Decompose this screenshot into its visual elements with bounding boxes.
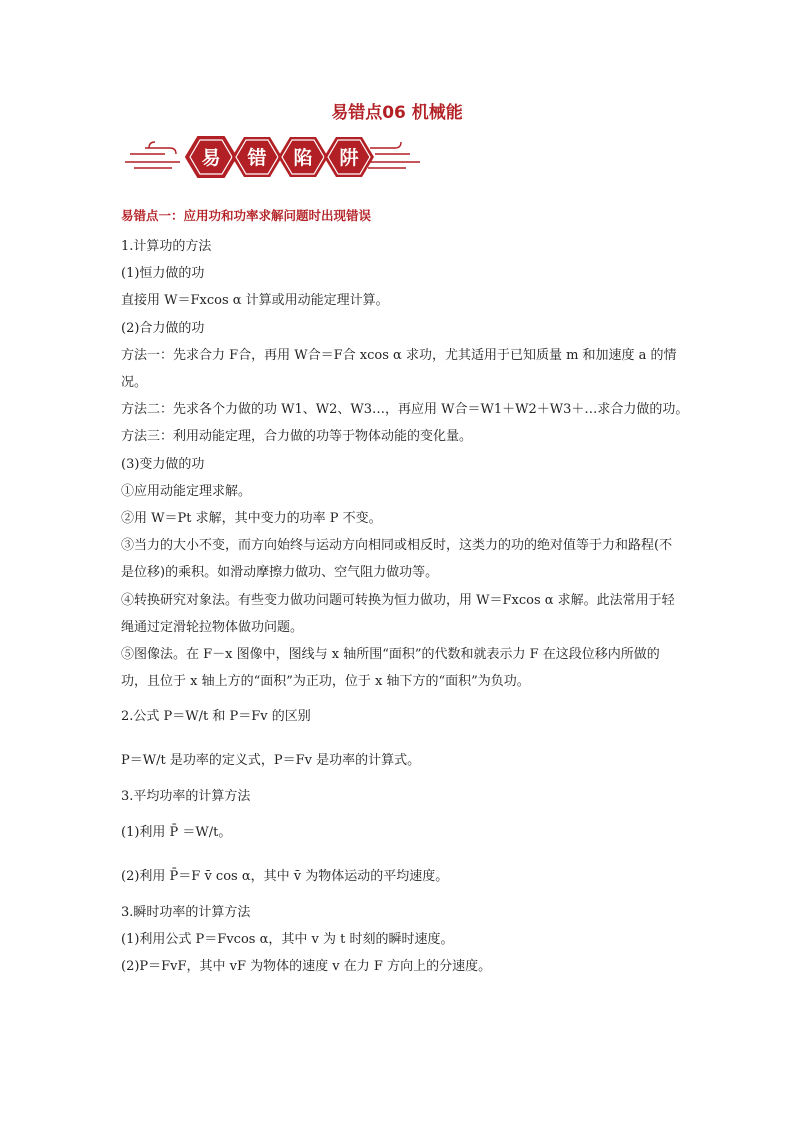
- text-line: 方法三：利用动能定理，合力做的功等于物体动能的变化量。: [121, 429, 473, 445]
- text-line: 3.瞬时功率的计算方法: [121, 904, 251, 920]
- text-line: (2)利用 P̄＝F v̄ cos α，其中 v̄ 为物体运动的平均速度。: [121, 868, 449, 884]
- text-paragraph: ④转换研究对象法。有些变力做功问题可转换为恒力做功，用 W＝Fxcos α 求解。此法常用于轻绳通过定滑轮拉物体做功问题。: [121, 592, 675, 635]
- text-paragraph: ③当力的大小不变，而方向始终与运动方向相同或相反时，这类力的功的绝对值等于力和路程(不是位移)的乘积。如滑动摩擦力做功、空气阻力做功等。: [121, 538, 673, 581]
- text-line: ②用 W＝Pt 求解，其中变力的功率 P 不变。: [121, 511, 382, 527]
- text-line: 1.计算功的方法: [121, 239, 212, 254]
- text-line: P＝W/t 是功率的定义式，P＝Fv 是功率的计算式。: [121, 753, 421, 769]
- text-line: (2)P＝FvF，其中 vF 为物体的速度 v 在力 F 方向上的分速度。: [121, 959, 492, 975]
- text-line: 2.公式 P＝W/t 和 P＝Fv 的区别: [121, 709, 311, 725]
- text-line: 直接用 W＝Fxcos α 计算或用动能定理计算。: [121, 293, 389, 309]
- banner-char-4: 阱: [339, 147, 359, 169]
- text-line: 3.平均功率的计算方法: [121, 789, 251, 805]
- text-line: (1)利用公式 P＝Fvcos α，其中 v 为 t 时刻的瞬时速度。: [121, 931, 454, 947]
- text-paragraph: 方法一：先求合力 F合，再用 W合＝F合 xcos α 求功，尤其适用于已知质量 m 和加速度 a 的情况。: [121, 347, 677, 391]
- text-line: ①应用动能定理求解。: [121, 483, 252, 499]
- text-paragraph: ⑤图像法。在 F－x 图像中，图线与 x 轴所围“面积”的代数和就表示力 F 在这段位移内所做的功，且位于 x 轴上方的“面积”为正功，位于 x 轴下方的“面积”为负功。: [121, 647, 660, 690]
- text-line: (1)恒力做的功: [121, 266, 205, 282]
- banner-char-2: 错: [247, 147, 267, 169]
- text-line: (2)合力做的功: [121, 320, 205, 336]
- banner-char-3: 陷: [293, 147, 313, 169]
- banner-graphic: [120, 130, 430, 184]
- text-line: 方法二：先求各个力做的功 W1、W2、W3…，再应用 W合＝W1＋W2＋W3＋…求合力做的功。: [121, 402, 689, 418]
- document-body: [121, 233, 689, 980]
- page-title: 易错点06 机械能: [331, 103, 463, 123]
- section-banner: [120, 130, 430, 184]
- text-line: (1)利用 P̄ ＝W/t。: [121, 824, 232, 840]
- section-heading: 易错点一：应用功和功率求解问题时出现错误: [121, 208, 372, 223]
- left-swirl-ornament: [125, 142, 180, 168]
- banner-char-1: 易: [201, 147, 221, 169]
- text-line: (3)变力做的功: [121, 456, 205, 472]
